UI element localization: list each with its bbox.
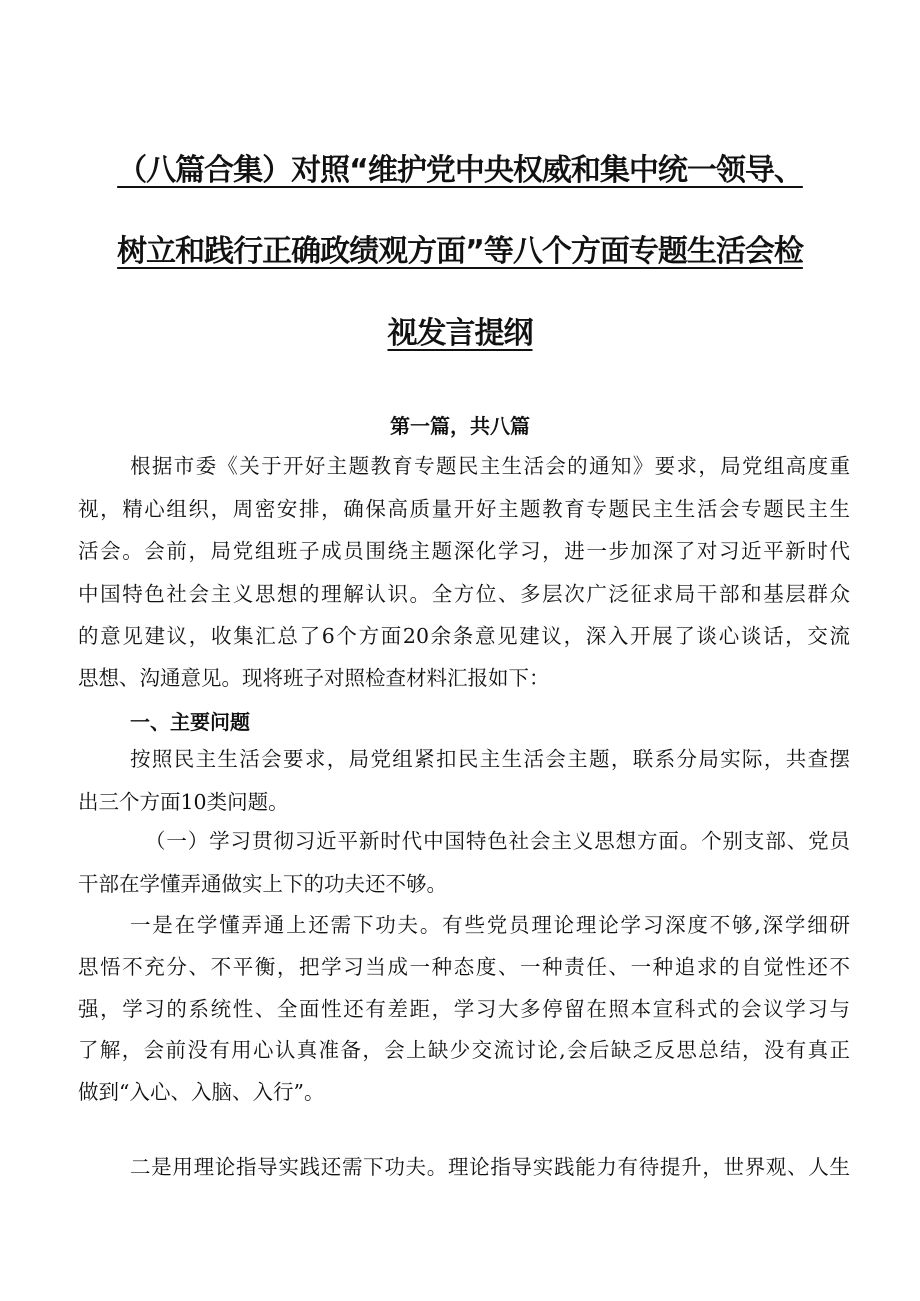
- paragraph-4-line-3: 强，学习的系统性、全面性还有差距，学习大多停留在照本宣科式的会议学习与: [78, 997, 850, 1021]
- paragraph-1-line-4: 中国特色社会主义思想的理解认识。全方位、多层次广泛征求局干部和基层群众: [78, 582, 850, 606]
- paragraph-1-line-2: 视，精心组织，周密安排，确保高质量开好主题教育专题民主生活会专题民主生: [78, 497, 850, 521]
- paragraph-2-line-1: 按照民主生活会要求，局党组紧扣民主生活会主题，联系分局实际，共查摆: [130, 747, 850, 771]
- paragraph-1-line-5: 的意见建议，收集汇总了6个方面20余条意见建议，深入开展了谈心谈话，交流: [78, 624, 850, 648]
- document-title-line-1: （八篇合集）对照“维护党中央权威和集中统一领导、: [117, 153, 803, 188]
- paragraph-1-line-6: 思想、沟通意见。现将班子对照检查材料汇报如下：: [78, 666, 550, 690]
- document-subtitle: 第一篇，共八篇: [390, 414, 530, 438]
- section-heading-main-problems: 一、主要问题: [130, 710, 250, 734]
- document-title-line-2: 树立和践行正确政绩观方面”等八个方面专题生活会检: [117, 234, 803, 269]
- paragraph-5-line-1: 二是用理论指导实践还需下功夫。理论指导实践能力有待提升，世界观、人生: [130, 1155, 850, 1179]
- paragraph-4-line-5: 做到“入心、入脑、入行”。: [78, 1080, 325, 1104]
- paragraph-4-line-1: 一是在学懂弄通上还需下功夫。有些党员理论理论学习深度不够,深学细研: [130, 913, 850, 937]
- paragraph-4-line-4: 了解，会前没有用心认真准备，会上缺少交流讨论,会后缺乏反思总结，没有真正: [78, 1038, 850, 1062]
- paragraph-2-line-2: 出三个方面10类问题。: [78, 790, 289, 814]
- paragraph-3-line-1: （一）学习贯彻习近平新时代中国特色社会主义思想方面。个别支部、党员: [145, 829, 850, 853]
- paragraph-4-line-2: 思悟不充分、不平衡，把学习当成一种态度、一种责任、一种追求的自觉性还不: [78, 955, 850, 979]
- document-title-line-3: 视发言提纲: [387, 316, 533, 351]
- paragraph-3-line-2: 干部在学懂弄通做实上下的功夫还不够。: [78, 872, 447, 896]
- paragraph-1-line-1: 根据市委《关于开好主题教育专题民主生活会的通知》要求，局党组高度重: [130, 454, 850, 478]
- paragraph-1-line-3: 活会。会前，局党组班子成员围绕主题深化学习，进一步加深了对习近平新时代: [78, 539, 850, 563]
